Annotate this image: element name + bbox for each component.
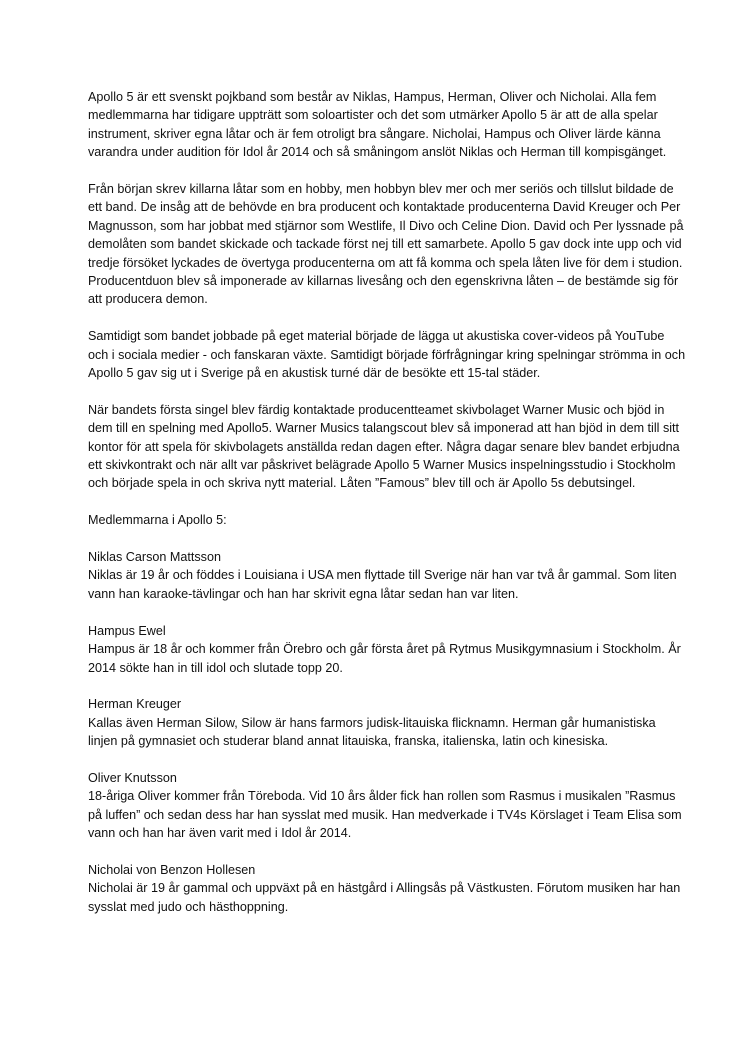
- member-name: Niklas Carson Mattsson: [88, 550, 221, 565]
- member-hampus: [88, 622, 688, 677]
- member-herman: [88, 695, 688, 750]
- member-name: Oliver Knutsson: [88, 770, 177, 785]
- document-page: [88, 88, 688, 935]
- member-name: Herman Kreuger: [88, 697, 182, 712]
- member-oliver: [88, 769, 688, 843]
- members-heading: Medlemmarna i Apollo 5:: [88, 513, 227, 528]
- member-niklas: [88, 548, 688, 603]
- intro-paragraph-2: Från början skrev killarna låtar som en hobby, men hobbyn blev mer och mer seriös och tillslut bildade de ett band. De insåg att de behövde en bra producent och kontaktade producenterna David Kreuger och Per Magnusson, som har jobbat med stjärnor som Westlife, Il Divo och Celine Dion. David och Per lyssnade på demolåten som bandet skickade och tackade först nej till ett samarbete. Apollo 5 gav dock inte upp och vid tredje försöket lyckades de övertyga producenterna om att få komma och spela låten live för dem i studion. Producentduon blev så imponerade av killarnas livesång och den egenskrivna låten – de bestämde sig för att producera demon.: [88, 182, 684, 307]
- member-bio: 18-åriga Oliver kommer från Töreboda. Vid 10 års ålder fick han rollen som Rasmus i musikalen ”Rasmus på luffen” och sedan dess har han sysslat med musik. Han medverkade i TV4s Körslaget i Team Elisa som vann och han har även varit med i Idol år 2014.: [88, 789, 682, 841]
- member-bio: Niklas är 19 år och föddes i Louisiana i USA men flyttade till Sverige när han var två år gammal. Som liten vann han karaoke-tävlingar och han har skrivit egna låtar sedan han var liten.: [88, 568, 677, 601]
- member-name: Hampus Ewel: [88, 623, 166, 638]
- member-nicholai: [88, 861, 688, 916]
- member-name: Nicholai von Benzon Hollesen: [88, 862, 256, 877]
- intro-paragraph-4: När bandets första singel blev färdig kontaktade producentteamet skivbolaget Warner Music och bjöd in dem till en spelning med Apollo5. Warner Musics talangscout blev så imponerad att han bjöd in dem till sitt kontor för att spela för skivbolagets anställda redan dagen efter. Några dagar senare blev bandet erbjudna ett skivkontrakt och när allt var påskrivet belägrade Apollo 5 Warner Musics inspelningsstudio i Stockholm och började spela in och skriva nytt material. Låten ”Famous” blev till och är Apollo 5s debutsingel.: [88, 402, 680, 491]
- member-bio: Kallas även Herman Silow, Silow är hans farmors judisk-litauiska flicknamn. Herman går humanistiska linjen på gymnasiet och studerar bland annat litauiska, franska, italienska, latin och kinesiska.: [88, 715, 656, 749]
- member-bio: Hampus är 18 år och kommer från Örebro och går första året på Rytmus Musikgymnasium i Stockholm. År 2014 sökte han in till idol och slutade topp 20.: [88, 642, 681, 675]
- intro-paragraph-1: Apollo 5 är ett svenskt pojkband som består av Niklas, Hampus, Herman, Oliver och Nicholai. Alla fem medlemmarna har tidigare uppträtt som soloartister och det som utmärker Apollo 5 är att de alla spelar instrument, skriver egna låtar och är fem otroligt bra sångare. Nicholai, Hampus och Oliver lärde känna varandra under audition för Idol år 2014 och så småningom anslöt Niklas och Herman till kompisgänget.: [88, 90, 667, 160]
- member-bio: Nicholai är 19 år gammal och uppväxt på en hästgård i Allingsås på Västkusten. Förutom musiken har han sysslat med judo och hästhoppning.: [88, 881, 681, 914]
- intro-paragraph-3: Samtidigt som bandet jobbade på eget material började de lägga ut akustiska cover-videos på YouTube och i sociala medier - och fanskaran växte. Samtidigt började förfrågningar kring spelningar strömma in och Apollo 5 gav sig ut i Sverige på en akustisk turné där de besökte ett 15-tal städer.: [88, 329, 686, 381]
